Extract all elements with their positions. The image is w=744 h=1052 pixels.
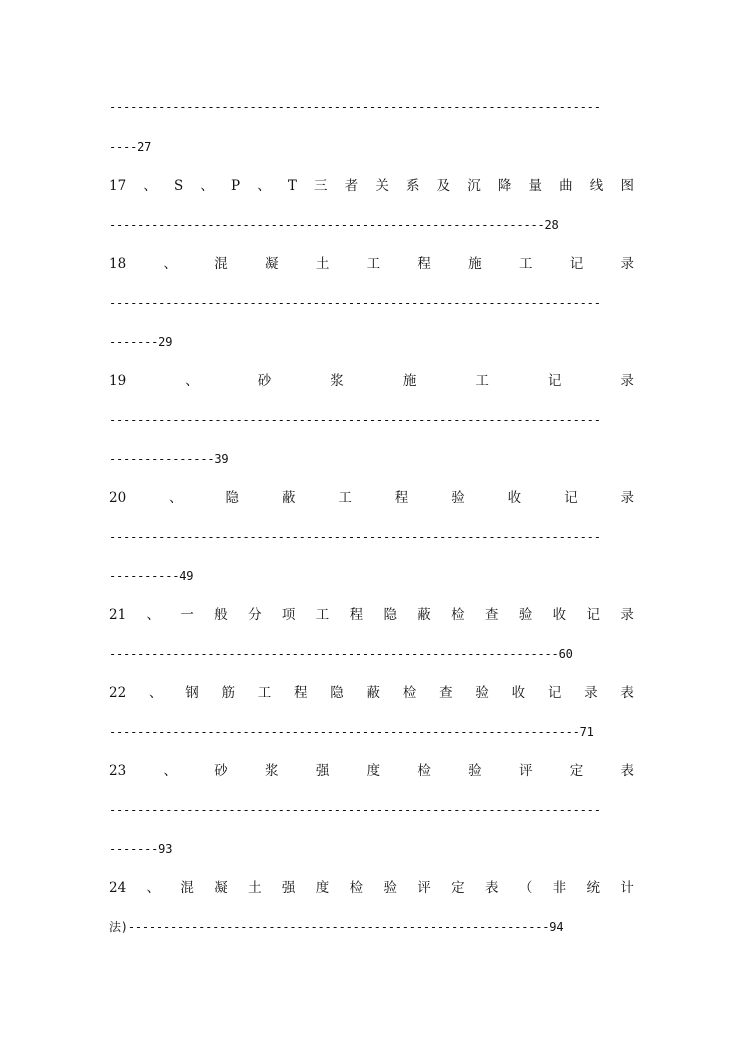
- toc-title-char: 、: [163, 256, 177, 272]
- toc-leader-line: ----------------------------------------------------------------------: [109, 100, 601, 114]
- toc-title-char: 录: [620, 373, 634, 389]
- toc-title-char: 蔽: [417, 607, 431, 623]
- toc-title-char: 强: [315, 763, 330, 779]
- toc-title-char: 录: [584, 685, 598, 701]
- toc-title-char: 程: [417, 256, 431, 272]
- toc-leader-line: ----------------------------------------------------------------------: [109, 803, 601, 817]
- toc-title-char: 程: [294, 685, 308, 701]
- toc-title-char: 21: [109, 607, 127, 623]
- toc-title-char: 土: [248, 880, 262, 896]
- toc-title-char: 收: [511, 685, 526, 701]
- toc-title-char: 度: [315, 880, 330, 896]
- toc-title-char: 表: [620, 685, 634, 701]
- toc-leader-line: ----27: [109, 140, 152, 154]
- toc-title-char: 施: [468, 256, 482, 272]
- toc-title-char: 混: [214, 256, 228, 272]
- toc-title-char: T: [287, 178, 297, 194]
- toc-title-char: 记: [586, 607, 600, 623]
- toc-title-char: 检: [349, 880, 364, 896]
- toc-entry-title: [109, 602, 634, 628]
- toc-entry-title: [109, 680, 634, 706]
- toc-title-char: 混: [180, 880, 194, 896]
- toc-title-char: 般: [214, 607, 228, 623]
- toc-title-char: 验: [518, 607, 533, 623]
- toc-title-char: 查: [439, 685, 453, 701]
- toc-title-char: 验: [475, 685, 489, 701]
- toc-title-char: 22: [109, 685, 127, 701]
- toc-leader-line: -------------------------------------------------------------------71: [109, 725, 594, 739]
- toc-entry-title: [109, 251, 634, 277]
- toc-title-char: 验: [383, 880, 397, 896]
- toc-title-char: 记: [547, 373, 562, 389]
- toc-title-char: 砂: [214, 763, 228, 779]
- toc-title-char: 、: [200, 178, 214, 194]
- toc-title-char: 检: [417, 763, 431, 779]
- toc-title-char: 蔽: [281, 490, 296, 506]
- toc-title-char: 19: [109, 373, 127, 389]
- toc-title-char: 、: [146, 607, 161, 623]
- toc-title-char: 强: [281, 880, 296, 896]
- toc-title-char: 工: [518, 256, 533, 272]
- toc-title-char: 、: [146, 880, 161, 896]
- toc-title-char: 录: [620, 490, 634, 506]
- toc-title-char: 工: [338, 490, 352, 506]
- toc-title-char: 程: [394, 490, 409, 506]
- toc-entry-title: [109, 368, 634, 394]
- toc-leader-line: ----------------------------------------------------------------------: [109, 296, 601, 310]
- toc-title-char: 砂: [257, 373, 272, 389]
- toc-title-char: 工: [315, 607, 330, 623]
- toc-title-char: 施: [402, 373, 417, 389]
- toc-title-char: 录: [620, 256, 634, 272]
- toc-leader-line: -------93: [109, 842, 173, 856]
- toc-entry-title: [109, 758, 634, 784]
- toc-title-char: 、: [163, 763, 177, 779]
- toc-title-char: 浆: [265, 763, 279, 779]
- toc-leader-line: --------------------------------------------------------------28: [109, 218, 559, 232]
- toc-title-char: 、: [169, 490, 183, 506]
- toc-leader-line: ----------------------------------------------------------------60: [109, 647, 573, 661]
- toc-title-char: 钢: [185, 685, 199, 701]
- toc-leader-line: ---------------39: [109, 452, 229, 466]
- toc-title-char: 者: [344, 178, 359, 194]
- toc-title-char: 程: [349, 607, 364, 623]
- toc-title-char: 隐: [383, 607, 397, 623]
- toc-leader-line: ----------49: [109, 569, 194, 583]
- toc-title-char: 项: [281, 607, 296, 623]
- toc-title-char: S: [173, 178, 184, 194]
- toc-title-char: 降: [497, 178, 512, 194]
- toc-title-char: 工: [475, 373, 489, 389]
- toc-title-char: 23: [109, 763, 127, 779]
- toc-title-char: 评: [417, 880, 431, 896]
- toc-title-char: 沉: [467, 178, 481, 194]
- toc-title-char: 量: [528, 178, 543, 194]
- toc-title-char: 检: [451, 607, 465, 623]
- toc-title-char: 检: [402, 685, 417, 701]
- toc-title-char: 曲: [559, 178, 573, 194]
- toc-title-char: 验: [451, 490, 465, 506]
- toc-title-char: 计: [620, 880, 634, 896]
- toc-title-char: 表: [620, 763, 634, 779]
- toc-title-char: 土: [315, 256, 330, 272]
- toc-title-char: 凝: [214, 880, 228, 896]
- toc-title-char: 、: [143, 178, 157, 194]
- toc-title-char: 、: [257, 178, 271, 194]
- toc-title-char: 定: [451, 880, 465, 896]
- toc-title-char: 收: [507, 490, 522, 506]
- toc-title-char: 系: [405, 178, 420, 194]
- toc-title-char: 一: [180, 607, 194, 623]
- toc-entry-title: [109, 875, 634, 901]
- toc-title-char: 线: [589, 178, 604, 194]
- toc-title-char: 及: [436, 178, 451, 194]
- toc-leader-line: 法)------------------------------------------------------------94: [109, 920, 564, 934]
- toc-title-char: 统: [586, 880, 600, 896]
- toc-leader-line: -------29: [109, 335, 173, 349]
- toc-title-char: 隐: [330, 685, 344, 701]
- toc-title-char: 非: [552, 880, 567, 896]
- toc-title-char: 20: [109, 490, 127, 506]
- toc-title-char: 记: [547, 685, 562, 701]
- toc-title-char: （: [518, 880, 533, 896]
- toc-title-char: 凝: [265, 256, 279, 272]
- toc-title-char: 24: [109, 880, 127, 896]
- toc-title-char: 工: [257, 685, 272, 701]
- toc-title-char: 录: [620, 607, 634, 623]
- toc-entry-title: [109, 173, 634, 199]
- toc-title-char: 验: [468, 763, 482, 779]
- toc-title-char: 工: [366, 256, 381, 272]
- toc-leader-line: ----------------------------------------------------------------------: [109, 413, 601, 427]
- toc-title-char: 蔽: [366, 685, 381, 701]
- toc-title-char: 17: [109, 178, 127, 194]
- toc-title-char: 记: [569, 256, 584, 272]
- toc-entry-title: [109, 485, 634, 511]
- toc-title-char: 表: [484, 880, 499, 896]
- toc-title-char: 、: [148, 685, 163, 701]
- toc-title-char: 记: [564, 490, 578, 506]
- toc-title-char: 三: [314, 178, 328, 194]
- toc-title-char: 定: [569, 763, 584, 779]
- toc-title-char: 图: [620, 178, 634, 194]
- toc-title-char: 18: [109, 256, 127, 272]
- toc-title-char: 筋: [221, 685, 235, 701]
- toc-title-char: 收: [552, 607, 567, 623]
- toc-title-char: 度: [366, 763, 381, 779]
- toc-title-char: 隐: [225, 490, 240, 506]
- toc-title-char: 查: [484, 607, 499, 623]
- toc-title-char: 浆: [330, 373, 344, 389]
- toc-title-char: 、: [185, 373, 199, 389]
- toc-leader-line: ----------------------------------------------------------------------: [109, 530, 601, 544]
- toc-title-char: P: [231, 178, 241, 194]
- toc-title-char: 评: [518, 763, 533, 779]
- toc-title-char: 分: [248, 607, 262, 623]
- toc-title-char: 关: [375, 178, 389, 194]
